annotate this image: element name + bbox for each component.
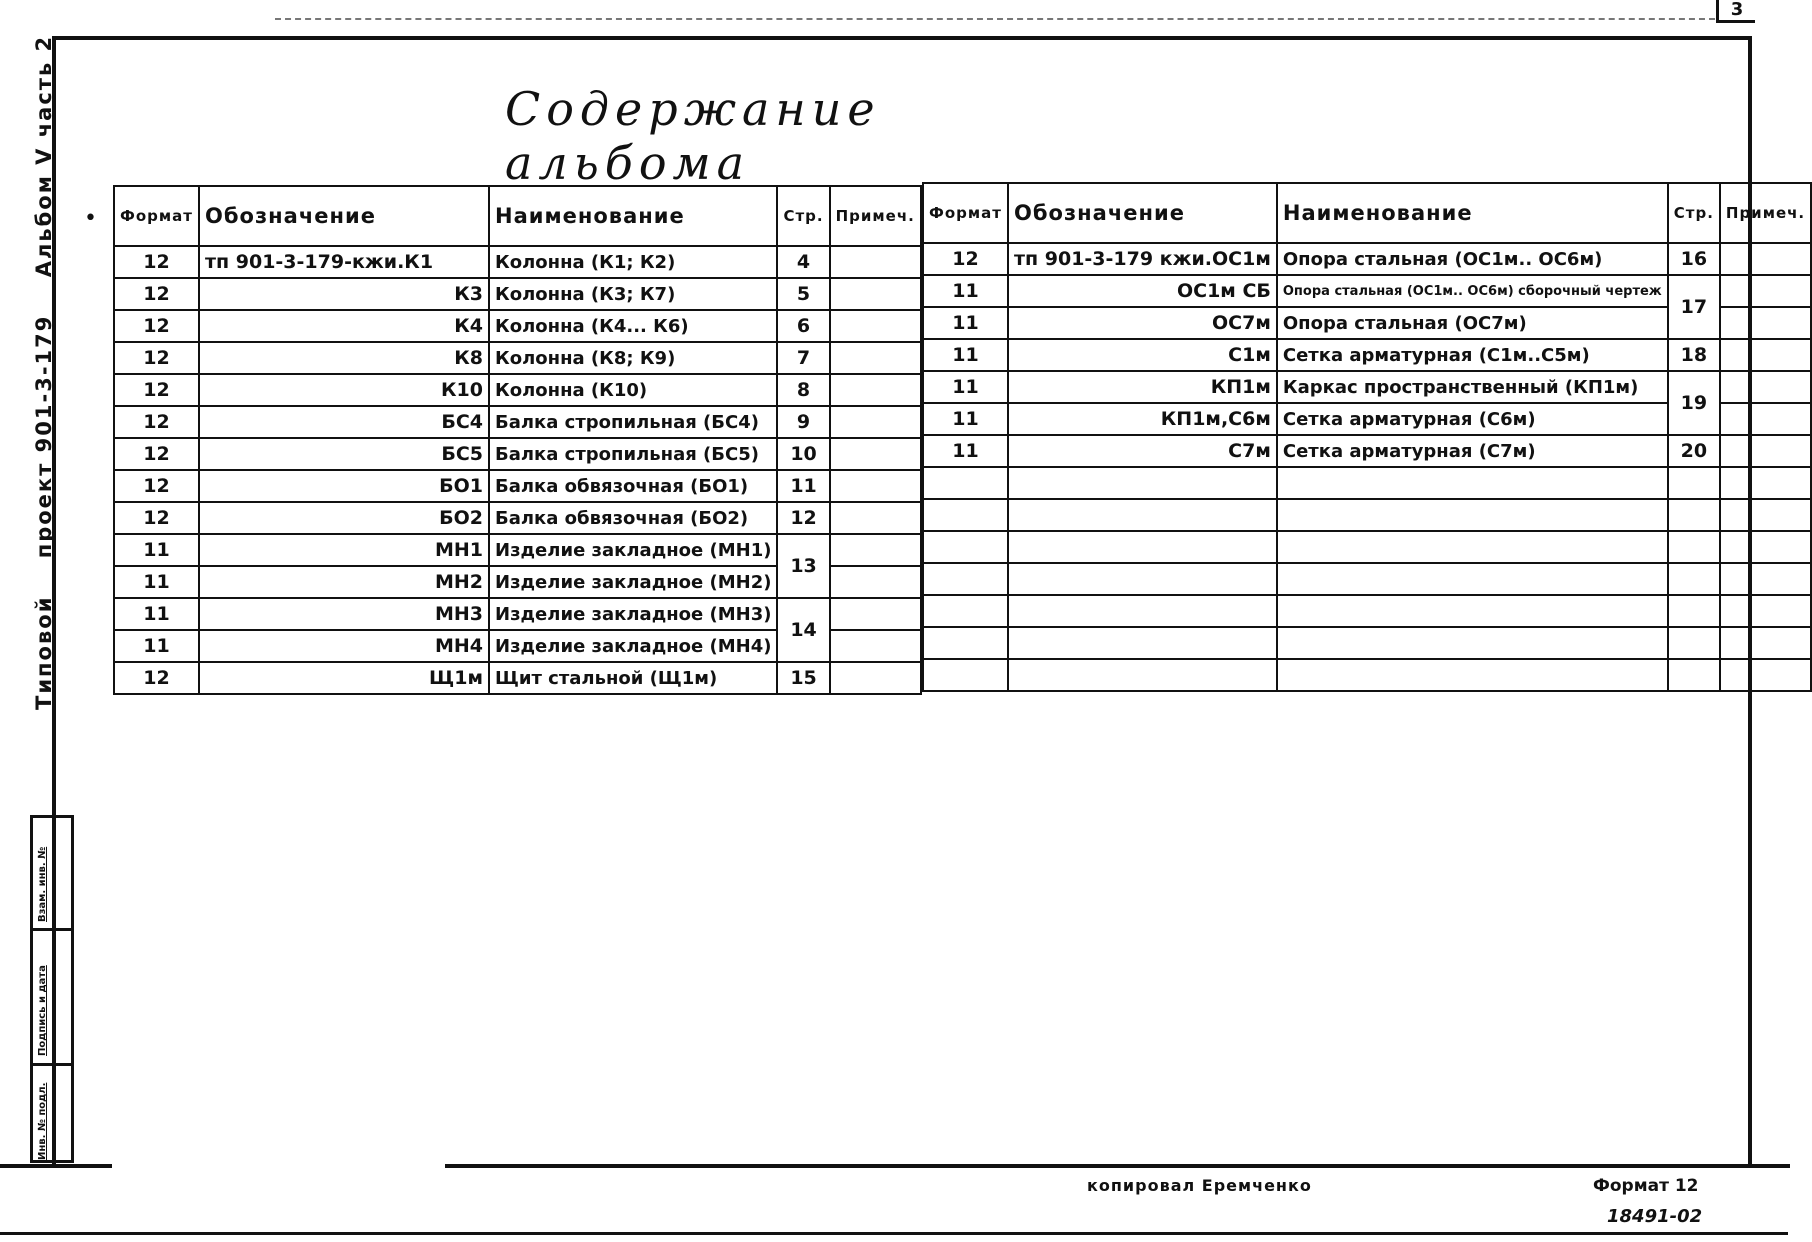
designation-cell: тп 901-3-179 кжи.ОС1м <box>1008 243 1277 275</box>
designation-cell: Щ1м <box>199 662 489 694</box>
sheet-number: 3 <box>1716 0 1755 23</box>
page-title: Содержание альбома <box>505 82 881 190</box>
bullet-mark: • <box>84 206 97 231</box>
format-cell: 11 <box>923 275 1008 307</box>
note-cell <box>830 374 921 406</box>
note-cell <box>830 438 921 470</box>
name-cell: Изделие закладное (МН1) <box>489 534 777 566</box>
page-cell: 6 <box>777 310 829 342</box>
table-row <box>114 534 921 566</box>
designation-cell: К8 <box>199 342 489 374</box>
page-cell <box>1668 467 1720 499</box>
table-row <box>923 531 1811 563</box>
format-cell: 12 <box>114 310 199 342</box>
name-cell: Колонна (К8; К9) <box>489 342 777 374</box>
designation-cell <box>1008 659 1277 691</box>
note-cell <box>1720 403 1811 435</box>
format-cell: 12 <box>114 502 199 534</box>
note-cell <box>1720 243 1811 275</box>
designation-cell: К3 <box>199 278 489 310</box>
page-cell <box>1668 499 1720 531</box>
format-cell <box>923 531 1008 563</box>
table-row <box>923 659 1811 691</box>
document-code: 18491-02 <box>1607 1206 1703 1227</box>
designation-cell: БО1 <box>199 470 489 502</box>
stamp-divider <box>33 1063 71 1066</box>
page-cell: 16 <box>1668 243 1720 275</box>
page-cell: 5 <box>777 278 829 310</box>
contents-table-right <box>922 182 1812 692</box>
note-cell <box>830 470 921 502</box>
page-cell <box>1668 531 1720 563</box>
table-row <box>923 435 1811 467</box>
header-note: Примеч. <box>1720 183 1811 243</box>
note-cell <box>1720 371 1811 403</box>
format-cell: 12 <box>114 470 199 502</box>
designation-cell: К10 <box>199 374 489 406</box>
format-cell <box>923 563 1008 595</box>
name-cell: Опора стальная (ОС7м) <box>1277 307 1668 339</box>
table-row <box>923 371 1811 403</box>
name-cell: Сетка арматурная (С6м) <box>1277 403 1668 435</box>
page-cell: 7 <box>777 342 829 374</box>
name-cell: Сетка арматурная (С1м..С5м) <box>1277 339 1668 371</box>
name-cell: Колонна (К3; К7) <box>489 278 777 310</box>
table-row <box>923 467 1811 499</box>
format-cell: 11 <box>114 630 199 662</box>
page-cell: 18 <box>1668 339 1720 371</box>
header-designation: Обозначение <box>199 186 489 246</box>
page-cell: 8 <box>777 374 829 406</box>
designation-cell <box>1008 531 1277 563</box>
note-cell <box>1720 531 1811 563</box>
designation-cell: БС4 <box>199 406 489 438</box>
side-label-album: Альбом V часть 2 <box>32 34 56 278</box>
note-cell <box>830 310 921 342</box>
designation-cell: МН4 <box>199 630 489 662</box>
table-row <box>923 563 1811 595</box>
designation-cell: БО2 <box>199 502 489 534</box>
page-cell: 20 <box>1668 435 1720 467</box>
page-cell <box>1668 595 1720 627</box>
contents-table-left <box>113 185 922 695</box>
table-row <box>114 310 921 342</box>
table-row <box>114 438 921 470</box>
album-side-label <box>32 7 56 710</box>
designation-cell: С7м <box>1008 435 1277 467</box>
note-cell <box>830 342 921 374</box>
designation-cell <box>1008 467 1277 499</box>
frame-bottom-right <box>445 1164 1790 1168</box>
designation-cell: ОС7м <box>1008 307 1277 339</box>
format-cell: 12 <box>923 243 1008 275</box>
header-page: Стр. <box>1668 183 1720 243</box>
name-cell <box>1277 531 1668 563</box>
note-cell <box>830 662 921 694</box>
format-cell: 12 <box>114 342 199 374</box>
table-row <box>114 598 921 630</box>
page-cell: 19 <box>1668 371 1720 435</box>
page-cell: 11 <box>777 470 829 502</box>
name-cell: Изделие закладное (МН4) <box>489 630 777 662</box>
format-cell: 11 <box>923 339 1008 371</box>
note-cell <box>830 406 921 438</box>
copied-by: копировал Еремченко <box>1087 1176 1312 1195</box>
note-cell <box>830 598 921 630</box>
header-format: Формат <box>923 183 1008 243</box>
designation-cell <box>1008 563 1277 595</box>
sheet-format: Формат 12 <box>1593 1176 1699 1196</box>
side-label-type: Типовой <box>32 595 56 710</box>
table-row <box>114 246 921 278</box>
stamp-label-replaced: Взам. инв. № <box>37 846 48 922</box>
format-cell <box>923 499 1008 531</box>
note-cell <box>1720 467 1811 499</box>
left-rows <box>114 246 921 694</box>
format-cell: 11 <box>114 598 199 630</box>
name-cell: Балка стропильная (БС4) <box>489 406 777 438</box>
right-rows <box>923 243 1811 691</box>
name-cell <box>1277 563 1668 595</box>
name-cell: Балка стропильная (БС5) <box>489 438 777 470</box>
note-cell <box>1720 595 1811 627</box>
name-cell: Опора стальная (ОС1м.. ОС6м) <box>1277 243 1668 275</box>
page-cell: 17 <box>1668 275 1720 339</box>
page-cell: 9 <box>777 406 829 438</box>
table-header-row <box>923 183 1811 243</box>
table-row <box>114 342 921 374</box>
table-row <box>114 374 921 406</box>
approval-stamp <box>30 815 74 1163</box>
header-name: Наименование <box>489 186 777 246</box>
note-cell <box>830 502 921 534</box>
designation-cell: БС5 <box>199 438 489 470</box>
page-cell: 15 <box>777 662 829 694</box>
format-cell: 11 <box>923 307 1008 339</box>
top-dashed-border <box>275 18 1715 20</box>
name-cell: Опора стальная (ОС1м.. ОС6м) сборочный чертеж <box>1277 275 1668 307</box>
page-cell: 12 <box>777 502 829 534</box>
format-cell: 11 <box>114 534 199 566</box>
table-row <box>114 406 921 438</box>
name-cell: Щит стальной (Щ1м) <box>489 662 777 694</box>
header-note: Примеч. <box>830 186 921 246</box>
page-cell: 14 <box>777 598 829 662</box>
format-cell: 12 <box>114 406 199 438</box>
name-cell: Колонна (К10) <box>489 374 777 406</box>
name-cell: Колонна (К1; К2) <box>489 246 777 278</box>
designation-cell: К4 <box>199 310 489 342</box>
name-cell <box>1277 499 1668 531</box>
name-cell: Балка обвязочная (БО1) <box>489 470 777 502</box>
name-cell <box>1277 467 1668 499</box>
table-row <box>114 502 921 534</box>
designation-cell: ОС1м СБ <box>1008 275 1277 307</box>
designation-cell: тп 901-3-179-кжи.К1 <box>199 246 489 278</box>
page-cell: 10 <box>777 438 829 470</box>
designation-cell: КП1м <box>1008 371 1277 403</box>
table-row <box>923 275 1811 307</box>
note-cell <box>830 278 921 310</box>
name-cell: Балка обвязочная (БО2) <box>489 502 777 534</box>
note-cell <box>1720 659 1811 691</box>
table-header-row <box>114 186 921 246</box>
page-cell <box>1668 627 1720 659</box>
table-row <box>923 627 1811 659</box>
format-cell <box>923 627 1008 659</box>
table-row <box>923 499 1811 531</box>
format-cell <box>923 659 1008 691</box>
page-cell: 4 <box>777 246 829 278</box>
format-cell: 11 <box>923 371 1008 403</box>
format-cell: 11 <box>114 566 199 598</box>
format-cell <box>923 595 1008 627</box>
designation-cell: МН3 <box>199 598 489 630</box>
name-cell <box>1277 595 1668 627</box>
header-page: Стр. <box>777 186 829 246</box>
name-cell <box>1277 659 1668 691</box>
note-cell <box>830 246 921 278</box>
stamp-label-signature: Подпись и дата <box>37 965 48 1056</box>
stamp-label-inventory: Инв. № подл. <box>37 1082 48 1160</box>
note-cell <box>830 630 921 662</box>
format-cell: 11 <box>923 403 1008 435</box>
stamp-divider <box>33 928 71 931</box>
note-cell <box>1720 627 1811 659</box>
format-cell: 12 <box>114 374 199 406</box>
designation-cell: МН2 <box>199 566 489 598</box>
name-cell: Каркас пространственный (КП1м) <box>1277 371 1668 403</box>
note-cell <box>830 566 921 598</box>
format-cell: 12 <box>114 662 199 694</box>
header-designation: Обозначение <box>1008 183 1277 243</box>
name-cell <box>1277 627 1668 659</box>
note-cell <box>1720 307 1811 339</box>
format-cell: 12 <box>114 278 199 310</box>
note-cell <box>1720 435 1811 467</box>
page-cell <box>1668 563 1720 595</box>
designation-cell: МН1 <box>199 534 489 566</box>
page-cell: 13 <box>777 534 829 598</box>
name-cell: Сетка арматурная (С7м) <box>1277 435 1668 467</box>
name-cell: Изделие закладное (МН2) <box>489 566 777 598</box>
page-bottom-line <box>0 1232 1788 1235</box>
table-row <box>923 595 1811 627</box>
designation-cell <box>1008 499 1277 531</box>
format-cell: 12 <box>114 246 199 278</box>
frame-bottom-left <box>0 1164 112 1168</box>
note-cell <box>1720 275 1811 307</box>
table-row <box>114 470 921 502</box>
table-row <box>114 662 921 694</box>
format-cell: 12 <box>114 438 199 470</box>
designation-cell <box>1008 595 1277 627</box>
format-cell <box>923 467 1008 499</box>
table-row <box>923 243 1811 275</box>
page-cell <box>1668 659 1720 691</box>
note-cell <box>830 534 921 566</box>
header-name: Наименование <box>1277 183 1668 243</box>
note-cell <box>1720 339 1811 371</box>
note-cell <box>1720 499 1811 531</box>
side-label-project: проект 901-3-179 <box>32 314 56 559</box>
name-cell: Изделие закладное (МН3) <box>489 598 777 630</box>
designation-cell: КП1м,С6м <box>1008 403 1277 435</box>
designation-cell <box>1008 627 1277 659</box>
note-cell <box>1720 563 1811 595</box>
name-cell: Колонна (К4... К6) <box>489 310 777 342</box>
table-row <box>923 339 1811 371</box>
table-row <box>114 278 921 310</box>
designation-cell: С1м <box>1008 339 1277 371</box>
format-cell: 11 <box>923 435 1008 467</box>
header-format: Формат <box>114 186 199 246</box>
